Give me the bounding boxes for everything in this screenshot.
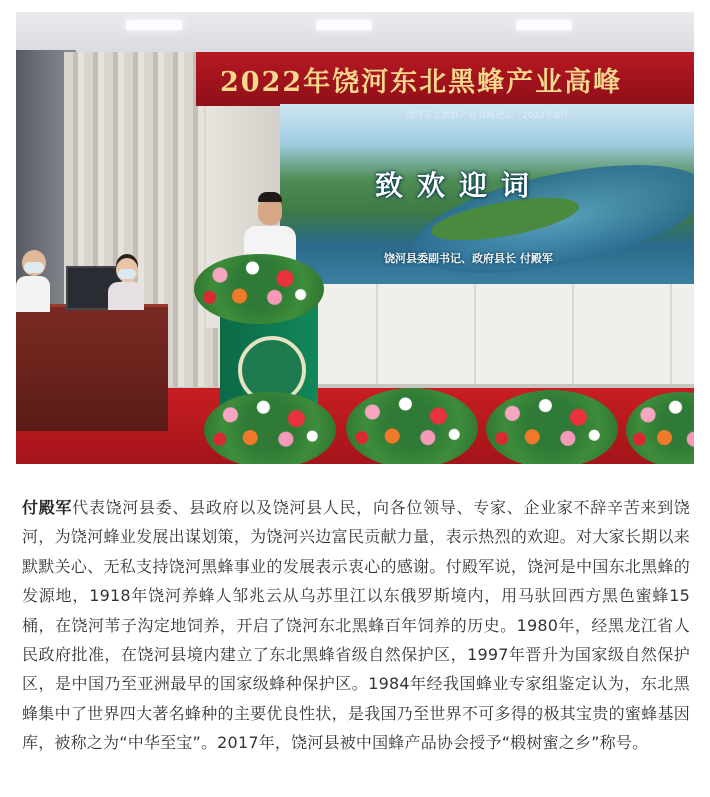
staff-person-right (108, 258, 144, 310)
flower-arrangement (486, 390, 618, 464)
flower-arrangement (204, 392, 336, 464)
flower-arrangement (346, 388, 478, 464)
projection-screen (280, 104, 694, 284)
ceiling-light (316, 20, 372, 30)
speaker-name: 付殿军 (22, 498, 73, 517)
screen-title: 致欢迎词 (375, 169, 544, 202)
event-photo (16, 12, 694, 464)
banner-text: 2022年饶河东北黑蜂产业高峰 (220, 67, 623, 98)
staff-desk (16, 304, 168, 431)
screen-subtitle: 饶河县委副书记、政府县长 付殿军 (384, 252, 553, 265)
wall-panel (280, 284, 694, 384)
staff-person-left (16, 250, 50, 312)
article-paragraph (22, 493, 690, 758)
screen-caption: 饶河东北黑蜂产业高峰论坛 · 2022年8月 (405, 111, 569, 121)
ceiling-light (516, 20, 572, 30)
event-banner (196, 52, 694, 106)
paragraph-text: 代表饶河县委、县政府以及饶河县人民，向各位领导、专家、企业家不辞辛苦来到饶河，为饶河蜂业发展出谋划策，为饶河兴边富民贡献力量，表示热烈的欢迎。对大家长期以来默默关心、无私支持饶河黑蜂事业的发展表示衷心的感谢。付殿军说，饶河是中国东北黑蜂的发源地，1918年饶河养蜂人邹兆云从乌苏里江以东俄罗斯境内，用马驮回西方黑色蜜蜂15桶，在饶河苇子沟定地饲养，开启了饶河东北黑蜂百年饲养的历史。1980年，经黑龙江省人民政府批准，在饶河县境内建立了东北黑蜂省级自然保护区，1997年晋升为国家级自然保护区，是中国乃至亚洲最早的国家级蜂种保护区。1984年经我国蜂业专家组鉴定认为，东北黑蜂集中了世界四大著名蜂种的主要优良性状，是我国乃至世界不可多得的极其宝贵的蜜蜂基因库，被称之为“中华至宝”。2017年，饶河县被中国蜂产品协会授予“椴树蜜之乡”称号。 (22, 498, 690, 753)
ceiling-light (126, 20, 182, 30)
podium-flowers (194, 254, 324, 324)
